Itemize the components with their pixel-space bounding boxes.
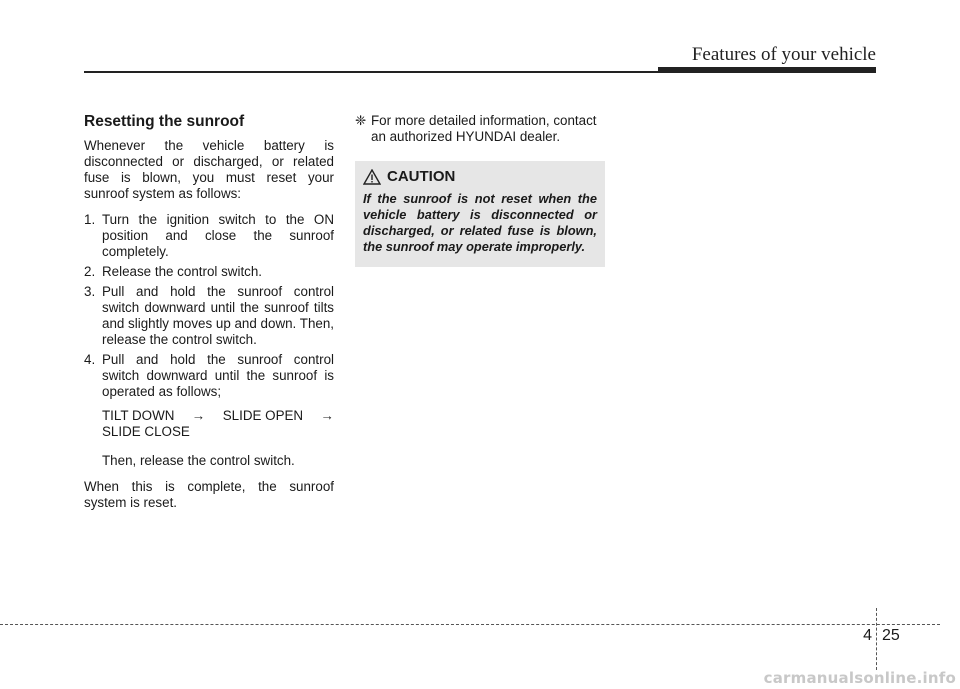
left-column — [84, 113, 334, 521]
sequence-item-slide-open: SLIDE OPEN — [222, 408, 304, 423]
step-number: 4. — [84, 352, 96, 367]
section-heading: Resetting the sunroof — [84, 113, 245, 130]
reset-steps-list — [84, 212, 334, 469]
step-text: Pull and hold the sunroof control switch downward until the sunroof is operated as follows; — [102, 352, 334, 399]
chapter-number: 4 — [863, 627, 872, 644]
step-text: Release the control switch. — [102, 264, 263, 279]
operation-sequence — [102, 408, 334, 440]
list-item — [84, 212, 334, 260]
step-number: 2. — [84, 264, 96, 279]
caution-box — [355, 161, 605, 267]
intro-paragraph: Whenever the vehicle battery is disconnected or discharged, or related fuse is blown, you must reset your sunroof system as follows: — [84, 138, 334, 201]
watermark: carmanualsonline.info — [763, 669, 956, 687]
right-column — [355, 113, 605, 267]
page-header-title: Features of your vehicle — [691, 44, 876, 65]
header-rule-accent — [658, 67, 876, 73]
closing-paragraph: When this is complete, the sunroof system is reset. — [84, 479, 334, 510]
caution-header — [363, 169, 597, 185]
step-number: 3. — [84, 284, 96, 299]
list-item — [84, 264, 334, 280]
step-text: Turn the ignition switch to the ON position and close the sunroof completely. — [102, 212, 334, 259]
sequence-item-slide-close: SLIDE CLOSE — [102, 424, 190, 439]
caution-title: CAUTION — [387, 168, 456, 185]
header-rule — [84, 71, 660, 73]
list-item — [84, 284, 334, 348]
step-4-body — [102, 352, 334, 469]
list-item — [84, 352, 334, 469]
footer-dashed-rule — [0, 624, 940, 625]
dealer-note — [355, 113, 605, 145]
sequence-line — [102, 408, 334, 424]
step-number: 1. — [84, 212, 96, 227]
footer-dashed-divider — [876, 608, 877, 670]
sequence-item-tilt-down: TILT DOWN — [102, 408, 175, 423]
note-mark-icon: ❈ — [355, 113, 367, 128]
step-4-after-text: Then, release the control switch. — [102, 453, 295, 468]
page-number: 25 — [882, 627, 900, 644]
step-text: Pull and hold the sunroof control switch downward until the sunroof tilts and slightly moves up and down. Then, release the control switch. — [102, 284, 335, 347]
note-text: For more detailed information, contact an authorized HYUNDAI dealer. — [371, 113, 597, 144]
warning-triangle-icon — [363, 169, 381, 185]
arrow-right-icon: → — [191, 408, 206, 423]
arrow-right-icon: → — [320, 408, 334, 423]
caution-text: If the sunroof is not reset when the vehicle battery is disconnected or discharged, or related fuse is blown, the sunroof may operate improperly. — [363, 191, 597, 254]
